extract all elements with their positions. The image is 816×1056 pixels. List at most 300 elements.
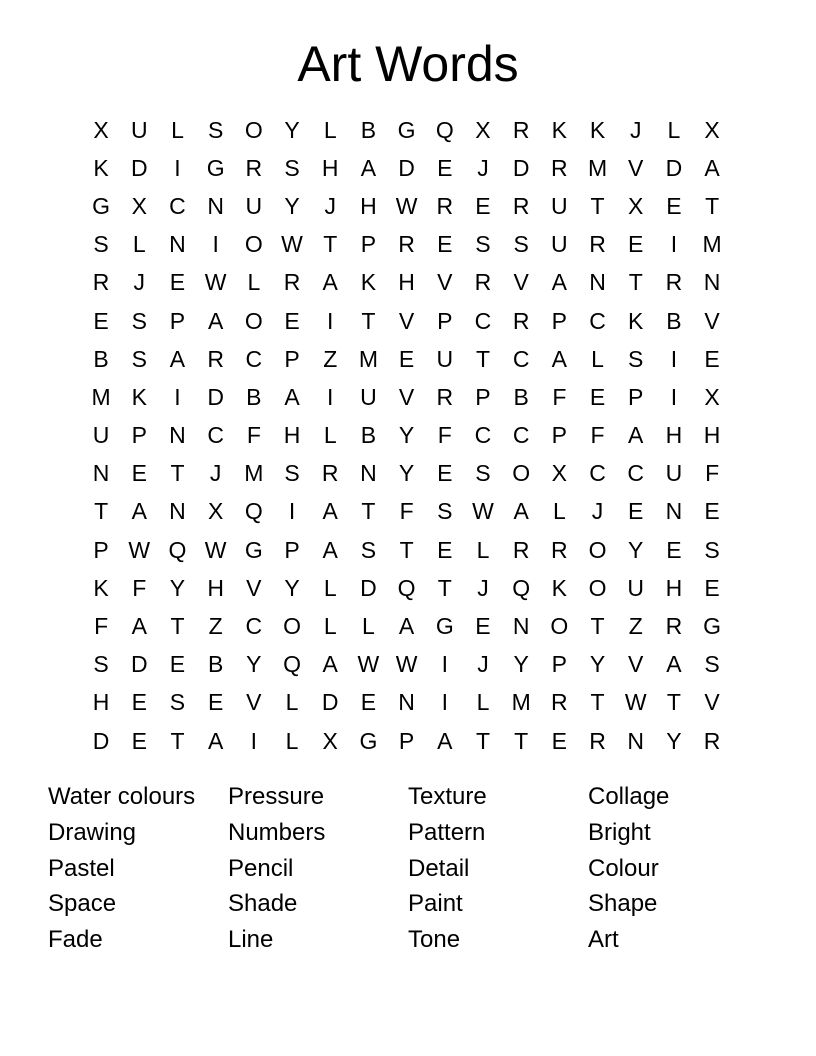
grid-letter: D <box>321 689 339 716</box>
grid-letter: D <box>130 651 148 678</box>
grid-letter: I <box>670 231 678 258</box>
grid-letter: N <box>665 498 683 525</box>
grid-letter: P <box>284 345 300 372</box>
grid-letter: E <box>207 689 224 716</box>
grid-letter: E <box>284 307 300 334</box>
grid-letter: I <box>212 231 219 258</box>
grid-letter: Q <box>435 116 454 143</box>
grid-letter: Y <box>589 651 606 678</box>
grid-letter: P <box>169 307 186 334</box>
grid-letter: P <box>398 727 415 754</box>
grid-letter: O <box>588 536 607 563</box>
grid-letter: L <box>591 345 604 372</box>
grid-letter: H <box>207 574 224 601</box>
grid-letter: O <box>512 460 531 487</box>
grid-letter: L <box>285 727 299 754</box>
grid-letter: T <box>590 613 605 640</box>
grid-letter: Y <box>246 651 262 678</box>
grid-letter: B <box>666 307 682 334</box>
grid-letter: D <box>360 574 377 601</box>
grid-letter: W <box>624 689 647 716</box>
grid-letter: L <box>476 689 490 716</box>
grid-letter: G <box>92 192 111 219</box>
grid-letter: A <box>551 269 568 296</box>
grid-letter: E <box>628 498 644 525</box>
grid-letter: G <box>244 536 263 563</box>
grid-letter: T <box>590 192 605 219</box>
grid-letter: A <box>207 307 224 334</box>
grid-letter: C <box>474 307 492 334</box>
grid-letter: N <box>627 727 645 754</box>
grid-letter: O <box>550 613 569 640</box>
grid-letter: H <box>665 574 683 601</box>
grid-letter: E <box>131 689 147 716</box>
grid-letter: G <box>703 613 722 640</box>
grid-letter: T <box>170 613 185 640</box>
grid-letter: T <box>666 689 681 716</box>
grid-letter: A <box>704 154 720 181</box>
grid-letter: A <box>360 154 377 181</box>
grid-letter: N <box>589 269 606 296</box>
grid-letter: A <box>322 536 338 563</box>
grid-letter: E <box>93 307 109 334</box>
grid-letter: R <box>92 269 110 296</box>
word-list <box>48 779 768 958</box>
grid-letter: A <box>322 651 338 678</box>
grid-letter: I <box>327 307 334 334</box>
grid-letter: O <box>244 231 263 258</box>
grid-letter: F <box>590 422 605 449</box>
grid-letter: S <box>628 345 644 372</box>
grid-letter: H <box>321 154 339 181</box>
grid-letter: A <box>666 651 682 678</box>
grid-letter: L <box>476 536 490 563</box>
grid-letter: T <box>170 727 185 754</box>
grid-letter: D <box>512 154 530 181</box>
grid-letter: R <box>512 536 530 563</box>
grid-letter: C <box>207 422 224 449</box>
grid-letter: Q <box>168 536 187 563</box>
grid-letter: N <box>92 460 110 487</box>
grid-letter: J <box>477 154 489 181</box>
grid-letter: N <box>398 689 415 716</box>
word-list-item: Space <box>48 890 117 918</box>
grid-letter: Z <box>628 613 643 640</box>
grid-letter: W <box>128 536 151 563</box>
grid-letter: N <box>512 613 530 640</box>
grid-letter: E <box>475 613 491 640</box>
grid-letter: A <box>131 613 147 640</box>
grid-letter: D <box>92 727 110 754</box>
grid-letter: P <box>360 231 377 258</box>
grid-letter: A <box>437 727 453 754</box>
grid-letter: S <box>284 460 300 487</box>
word-list-item: Pencil <box>228 854 294 882</box>
grid-letter: S <box>513 231 529 258</box>
grid-letter: H <box>665 422 683 449</box>
grid-letter: K <box>93 574 109 601</box>
grid-letter: E <box>437 154 453 181</box>
grid-letter: O <box>244 307 263 334</box>
grid-letter: S <box>169 689 186 716</box>
grid-letter: H <box>398 269 415 296</box>
grid-letter: L <box>323 116 337 143</box>
grid-letter: T <box>399 536 414 563</box>
grid-letter: J <box>477 574 489 601</box>
grid-letter: E <box>169 651 186 678</box>
grid-letter: P <box>628 383 644 410</box>
grid-letter: T <box>170 460 185 487</box>
grid-letter: P <box>437 307 453 334</box>
grid-letter: Y <box>513 651 529 678</box>
grid-letter: R <box>551 154 568 181</box>
grid-letter: A <box>169 345 186 372</box>
grid-letter: E <box>475 192 491 219</box>
grid-letter: K <box>551 116 568 143</box>
grid-letter: T <box>323 231 338 258</box>
word-list-item: Colour <box>588 854 659 882</box>
grid-letter: G <box>397 116 416 143</box>
grid-letter: E <box>666 536 682 563</box>
grid-letter: H <box>703 422 721 449</box>
grid-letter: S <box>131 345 147 372</box>
grid-letter: E <box>437 460 453 487</box>
grid-letter: Q <box>244 498 263 525</box>
grid-letter: R <box>551 689 568 716</box>
word-list-item: Line <box>228 926 274 954</box>
grid-letter: X <box>322 727 338 754</box>
grid-letter: U <box>360 383 377 410</box>
letter-grid <box>82 111 731 760</box>
grid-letter: Y <box>284 116 300 143</box>
grid-letter: F <box>132 574 147 601</box>
grid-letter: H <box>283 422 301 449</box>
grid-letter: P <box>551 307 568 334</box>
grid-letter: F <box>437 422 452 449</box>
word-list-item: Pastel <box>48 854 115 882</box>
grid-letter: J <box>629 116 642 143</box>
word-list-item: Water colours <box>48 783 196 810</box>
grid-letter: R <box>245 154 263 181</box>
grid-letter: O <box>588 574 607 601</box>
grid-letter: V <box>628 154 644 181</box>
grid-letter: X <box>475 116 491 143</box>
grid-letter: P <box>551 651 568 678</box>
grid-letter: M <box>91 383 111 410</box>
grid-letter: S <box>360 536 377 563</box>
grid-letter: V <box>246 574 262 601</box>
grid-letter: B <box>93 345 109 372</box>
grid-letter: S <box>437 498 453 525</box>
grid-letter: E <box>360 689 377 716</box>
grid-letter: Y <box>398 422 415 449</box>
grid-letter: T <box>361 498 376 525</box>
grid-letter: E <box>704 345 720 372</box>
grid-letter: S <box>704 536 720 563</box>
grid-letter: Q <box>397 574 416 601</box>
grid-letter: Z <box>323 345 338 372</box>
grid-letter: L <box>552 498 566 525</box>
grid-letter: E <box>628 231 644 258</box>
grid-letter: W <box>357 651 380 678</box>
grid-letter: U <box>245 192 263 219</box>
grid-letter: P <box>93 536 109 563</box>
grid-letter: M <box>587 154 608 181</box>
grid-letter: R <box>512 192 530 219</box>
grid-letter: T <box>437 574 452 601</box>
grid-letter: J <box>209 460 222 487</box>
grid-letter: C <box>169 192 186 219</box>
grid-letter: L <box>247 269 261 296</box>
grid-letter: U <box>551 231 568 258</box>
grid-letter: R <box>436 383 454 410</box>
grid-letter: R <box>665 613 683 640</box>
grid-letter: R <box>283 269 301 296</box>
grid-letter: L <box>285 689 299 716</box>
grid-letter: S <box>93 651 109 678</box>
grid-letter: L <box>171 116 184 143</box>
grid-letter: R <box>589 231 606 258</box>
word-list-item: Paint <box>408 890 463 918</box>
grid-letter: Q <box>283 651 301 678</box>
word-list-item: Art <box>588 926 619 954</box>
grid-letter: V <box>513 269 529 296</box>
word-list-item: Texture <box>408 783 487 810</box>
grid-letter: P <box>284 536 300 563</box>
word-list-item: Pressure <box>228 783 325 810</box>
grid-letter: R <box>665 269 683 296</box>
grid-letter: Y <box>398 460 415 487</box>
grid-letter: A <box>551 345 568 372</box>
grid-letter: W <box>204 269 227 296</box>
grid-letter: I <box>174 383 181 410</box>
grid-letter: T <box>361 307 376 334</box>
grid-letter: G <box>435 613 454 640</box>
grid-letter: T <box>590 689 605 716</box>
grid-letter: R <box>512 307 530 334</box>
grid-letter: E <box>169 269 186 296</box>
grid-letter: E <box>704 498 720 525</box>
word-list-item: Drawing <box>48 818 137 846</box>
grid-letter: F <box>705 460 720 487</box>
grid-letter: N <box>169 231 186 258</box>
grid-letter: C <box>474 422 492 449</box>
grid-letter: U <box>551 192 568 219</box>
grid-letter: E <box>131 460 147 487</box>
grid-letter: S <box>207 116 224 143</box>
grid-letter: N <box>169 498 186 525</box>
grid-letter: V <box>398 383 415 410</box>
grid-letter: P <box>551 422 568 449</box>
word-list-item: Shape <box>588 890 658 918</box>
grid-letter: K <box>93 154 109 181</box>
grid-letter: P <box>475 383 491 410</box>
grid-letter: J <box>324 192 336 219</box>
word-list-item: Detail <box>408 854 470 882</box>
grid-letter: U <box>130 116 148 143</box>
word-list-item: Fade <box>48 926 103 954</box>
grid-letter: L <box>323 574 337 601</box>
grid-letter: K <box>131 383 147 410</box>
grid-letter: R <box>703 727 721 754</box>
grid-letter: X <box>628 192 644 219</box>
grid-letter: U <box>627 574 645 601</box>
grid-letter: N <box>207 192 224 219</box>
grid-letter: W <box>395 651 418 678</box>
grid-letter: M <box>244 460 264 487</box>
grid-letter: X <box>704 383 720 410</box>
grid-letter: S <box>131 307 147 334</box>
grid-letter: J <box>477 651 489 678</box>
grid-letter: Z <box>208 613 223 640</box>
grid-letter: H <box>360 192 377 219</box>
grid-letter: T <box>628 269 643 296</box>
grid-letter: R <box>551 536 568 563</box>
grid-letter: A <box>322 498 338 525</box>
grid-letter: V <box>704 689 720 716</box>
grid-letter: X <box>131 192 147 219</box>
grid-letter: L <box>323 613 337 640</box>
grid-letter: E <box>437 231 453 258</box>
grid-letter: T <box>94 498 109 525</box>
grid-letter: I <box>441 651 448 678</box>
grid-letter: B <box>360 116 377 143</box>
grid-letter: R <box>474 269 492 296</box>
grid-letter: C <box>589 460 606 487</box>
grid-letter: O <box>244 116 263 143</box>
grid-letter: C <box>245 613 263 640</box>
grid-letter: I <box>250 727 258 754</box>
grid-letter: S <box>284 154 300 181</box>
grid-letter: H <box>92 689 110 716</box>
grid-letter: R <box>512 116 530 143</box>
grid-letter: R <box>321 460 339 487</box>
grid-letter: R <box>398 231 415 258</box>
word-list-item: Bright <box>588 818 651 846</box>
grid-letter: S <box>704 651 720 678</box>
grid-letter: S <box>475 231 491 258</box>
grid-letter: I <box>174 154 181 181</box>
grid-letter: T <box>514 727 529 754</box>
grid-letter: B <box>246 383 262 410</box>
grid-letter: G <box>359 727 378 754</box>
grid-letter: K <box>589 116 606 143</box>
grid-letter: W <box>395 192 418 219</box>
grid-letter: C <box>245 345 263 372</box>
grid-letter: M <box>511 689 531 716</box>
grid-letter: A <box>284 383 300 410</box>
grid-letter: T <box>475 727 490 754</box>
word-list-item: Numbers <box>228 818 326 846</box>
grid-letter: Y <box>284 574 300 601</box>
page-title: Art Words <box>297 36 519 92</box>
grid-letter: E <box>437 536 453 563</box>
grid-letter: W <box>472 498 494 525</box>
grid-letter: D <box>130 154 148 181</box>
grid-letter: V <box>398 307 415 334</box>
grid-letter: X <box>704 116 720 143</box>
grid-letter: Q <box>512 574 531 601</box>
grid-letter: E <box>666 192 682 219</box>
grid-letter: F <box>246 422 261 449</box>
grid-letter: C <box>512 345 530 372</box>
word-list-item: Shade <box>228 890 298 918</box>
word-list-item: Pattern <box>408 818 486 846</box>
grid-letter: C <box>589 307 606 334</box>
grid-letter: I <box>327 383 334 410</box>
grid-letter: L <box>132 231 146 258</box>
grid-letter: K <box>551 574 568 601</box>
grid-letter: V <box>704 307 720 334</box>
grid-letter: E <box>131 727 147 754</box>
grid-letter: X <box>207 498 224 525</box>
grid-letter: G <box>206 154 225 181</box>
grid-letter: A <box>628 422 644 449</box>
grid-letter: Y <box>169 574 186 601</box>
grid-letter: R <box>589 727 606 754</box>
grid-letter: V <box>628 651 644 678</box>
grid-letter: E <box>704 574 720 601</box>
grid-letter: E <box>589 383 606 410</box>
grid-letter: F <box>399 498 414 525</box>
grid-letter: M <box>702 231 722 258</box>
grid-letter: M <box>358 345 378 372</box>
grid-letter: V <box>437 269 453 296</box>
grid-letter: R <box>207 345 224 372</box>
grid-letter: E <box>551 727 568 754</box>
grid-letter: V <box>246 689 262 716</box>
grid-letter: B <box>513 383 529 410</box>
grid-letter: A <box>131 498 147 525</box>
grid-letter: I <box>670 345 678 372</box>
grid-letter: N <box>703 269 721 296</box>
grid-letter: A <box>398 613 415 640</box>
grid-letter: O <box>283 613 301 640</box>
grid-letter: A <box>207 727 224 754</box>
grid-letter: R <box>436 192 454 219</box>
grid-letter: I <box>670 383 678 410</box>
grid-letter: X <box>551 460 568 487</box>
word-list-item: Tone <box>408 926 461 954</box>
grid-letter: B <box>207 651 224 678</box>
grid-letter: L <box>323 422 337 449</box>
grid-letter: N <box>360 460 377 487</box>
grid-letter: J <box>591 498 604 525</box>
grid-letter: K <box>360 269 377 296</box>
grid-letter: I <box>441 689 448 716</box>
grid-letter: S <box>93 231 109 258</box>
grid-letter: C <box>512 422 530 449</box>
grid-letter: T <box>475 345 490 372</box>
grid-letter: B <box>360 422 377 449</box>
grid-letter: W <box>281 231 303 258</box>
grid-letter: J <box>133 269 146 296</box>
grid-letter: D <box>207 383 224 410</box>
grid-letter: L <box>362 613 375 640</box>
grid-letter: U <box>92 422 110 449</box>
grid-letter: W <box>204 536 227 563</box>
grid-letter: N <box>169 422 186 449</box>
grid-letter: P <box>131 422 147 449</box>
grid-letter: X <box>93 116 109 143</box>
grid-letter: L <box>667 116 681 143</box>
grid-letter: I <box>288 498 296 525</box>
grid-letter: Y <box>284 192 300 219</box>
grid-letter: A <box>513 498 529 525</box>
grid-letter: S <box>475 460 491 487</box>
word-list-item: Collage <box>588 783 670 810</box>
grid-letter: Y <box>666 727 682 754</box>
